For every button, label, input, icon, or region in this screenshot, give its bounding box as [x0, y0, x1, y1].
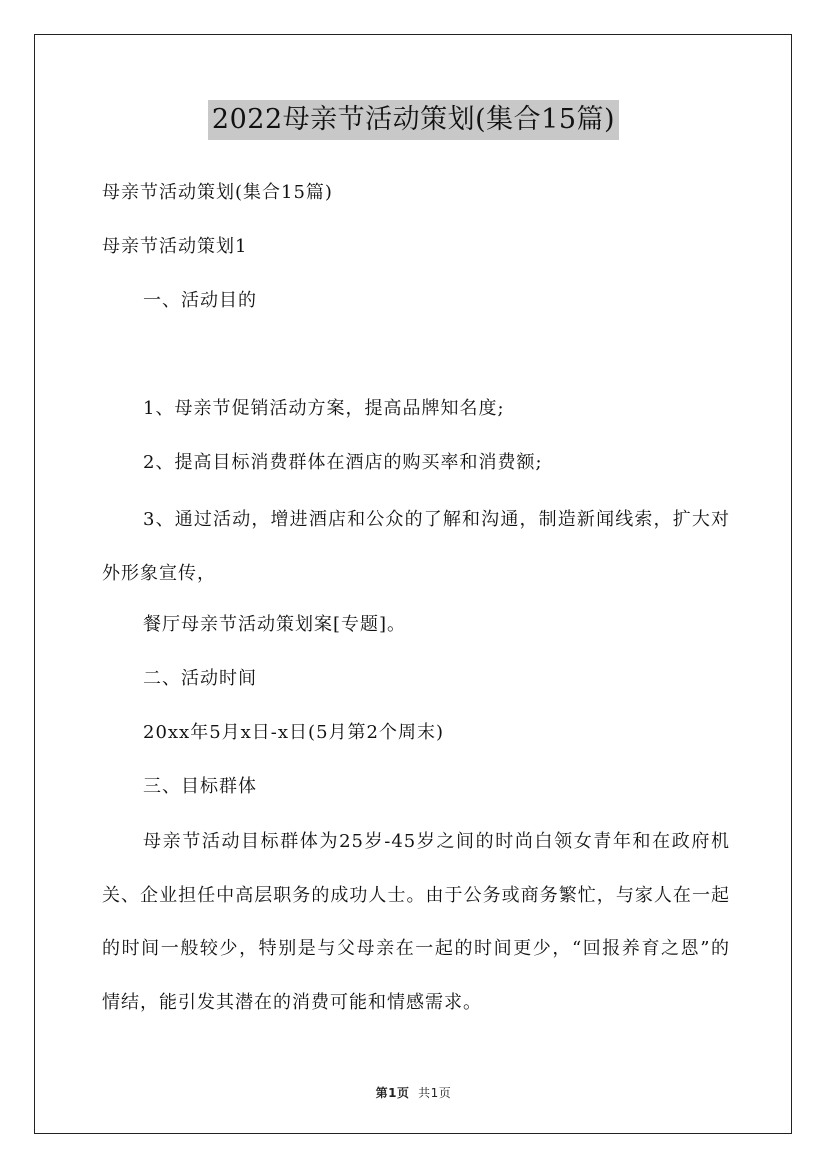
total-pages: 共1页	[418, 1086, 452, 1100]
document-title: 2022母亲节活动策划(集合15篇)	[208, 100, 619, 140]
heading-target-group: 三、目标群体	[143, 776, 257, 797]
list-item-3: 3、通过活动，增进酒店和公众的了解和沟通，制造新闻线索，扩大对外形象宣传，	[102, 509, 730, 584]
heading-activity-purpose: 一、活动目的	[143, 290, 257, 311]
page-number: 第1页	[375, 1086, 410, 1100]
activity-time-text: 20xx年5月x日-x日(5月第2个周末)	[143, 722, 444, 743]
list-item-2: 2、提高目标消费群体在酒店的购买率和消费额;	[143, 452, 543, 473]
page-footer	[0, 1084, 827, 1101]
heading-activity-time: 二、活动时间	[143, 668, 257, 689]
paragraph-restaurant-plan: 餐厅母亲节活动策划案[专题]。	[143, 614, 407, 635]
document-subtitle: 母亲节活动策划(集合15篇)	[102, 182, 333, 203]
target-group-paragraph: 母亲节活动目标群体为25岁-45岁之间的时尚白领女青年和在政府机关、企业担任中高层职务的成功人士。由于公务或商务繁忙，与家人在一起的时间一般较少，特别是与父母亲在一起的时间更少，“回报养育之恩”的情结，能引发其潜在的消费可能和情感需求。	[102, 831, 730, 1013]
list-item-1: 1、母亲节促销活动方案，提高品牌知名度;	[143, 398, 505, 419]
title-wrapper	[0, 100, 827, 140]
section-heading: 母亲节活动策划1	[102, 236, 248, 257]
